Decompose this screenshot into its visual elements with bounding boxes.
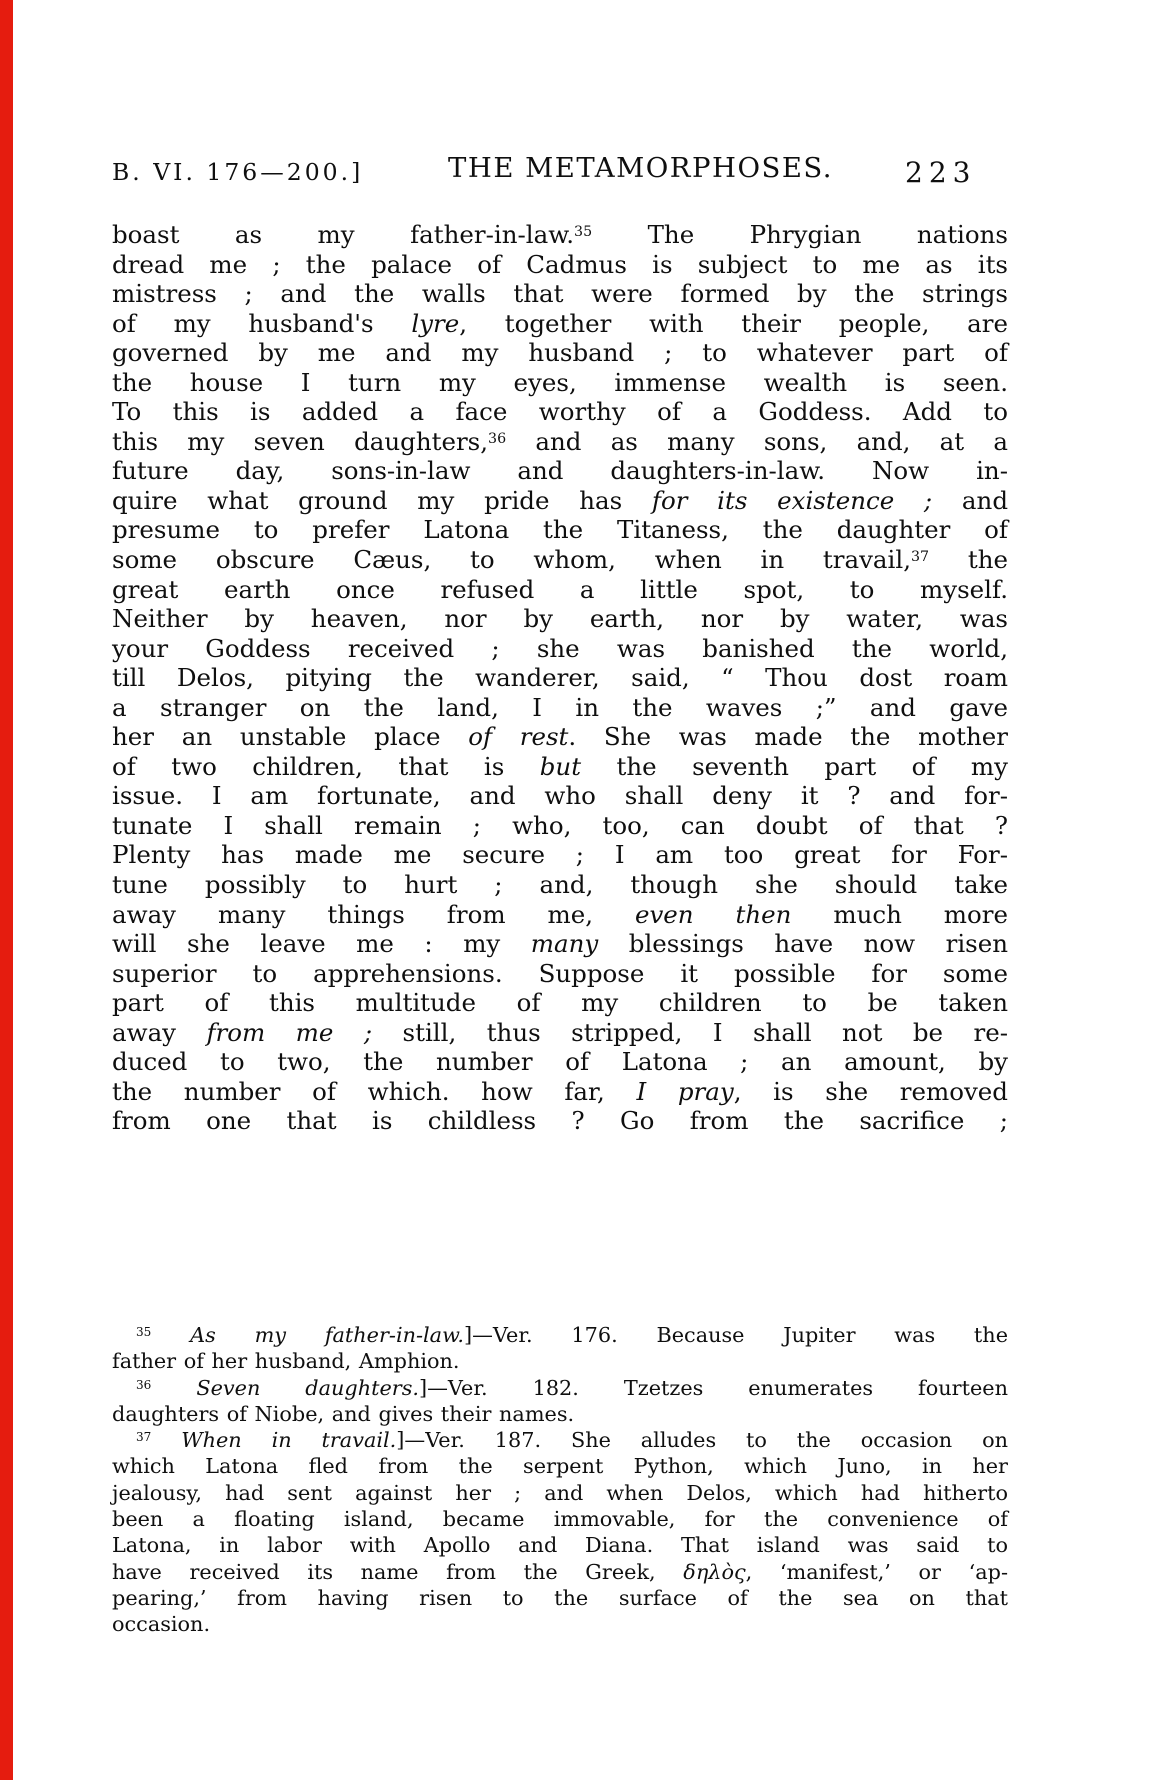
footnote-line: $^{37}$ When in travail.]—Ver. 187. She alludes to the occasion on <box>136 1428 1008 1453</box>
footnotes-block <box>112 1322 1008 1638</box>
body-text-line: the number of which. how far, I pray, is she removed <box>112 1076 1008 1106</box>
header-book-section-ref: B. VI. 176—200.] <box>112 158 364 186</box>
body-text-line: tunate I shall remain ; who, too, can doubt of that ? <box>112 810 1008 840</box>
body-text-line: duced to two, the number of Latona ; an amount, by <box>112 1047 1008 1077</box>
body-text-block <box>112 220 1008 1136</box>
body-text-line: boast as my father-in-law.$^{35}$ The Phrygian nations <box>112 220 1008 249</box>
footnote-line: been a floating island, became immovable, for the convenience of <box>112 1507 1008 1532</box>
footnote-line: which Latona fled from the serpent Python, which Juno, in her <box>112 1454 1008 1479</box>
body-text-line: part of this multitude of my children to be taken <box>112 988 1008 1018</box>
page-header <box>112 150 1008 194</box>
footnote-line: have received its name from the Greek, δηλὸς, ‘manifest,’ or ‘ap- <box>112 1559 1008 1584</box>
body-text-line: future day, sons-in-law and daughters-in-law. Now in- <box>112 456 1008 486</box>
body-text-line: will she leave me : my many blessings have now risen <box>112 929 1009 959</box>
body-text-line: the house I turn my eyes, immense wealth is seen. <box>112 367 1008 397</box>
footnote-line: father of her husband, Amphion. <box>112 1349 460 1374</box>
body-text-line: governed by me and my husband ; to whatever part of <box>112 338 1008 368</box>
body-text-line: presume to prefer Latona the Titaness, the daughter of <box>112 515 1008 545</box>
footnote-line: occasion. <box>112 1612 211 1637</box>
body-text-line: this my seven daughters,$^{36}$ and as many sons, and, at a <box>112 426 1009 456</box>
footnote-line: Latona, in labor with Apollo and Diana. That island was said to <box>112 1533 1008 1558</box>
body-text-line: a stranger on the land, I in the waves ;” and gave <box>112 692 1008 722</box>
footnote-line: daughters of Niobe, and gives their names. <box>112 1401 575 1426</box>
header-page-number: 223 <box>905 156 977 189</box>
body-text-line: Neither by heaven, nor by earth, nor by water, was <box>112 604 1008 634</box>
footnote-line: $^{35}$ As my father-in-law.]—Ver. 176. Because Jupiter was the <box>136 1323 1008 1347</box>
body-text-line: of two children, that is but the seventh part of my <box>112 751 1008 781</box>
header-running-title: THE METAMORPHOSES. <box>448 152 834 184</box>
body-text-line: Plenty has made me secure ; I am too great for For- <box>112 840 1008 870</box>
body-text-line: some obscure Cæus, to whom, when in travail,$^{37}$ the <box>112 545 1009 575</box>
footnote-line: $^{36}$ Seven daughters.]—Ver. 182. Tzetzes enumerates fourteen <box>136 1375 1008 1400</box>
body-text-line: till Delos, pitying the wanderer, said, “ Thou dost roam <box>112 663 1008 693</box>
body-text-line: mistress ; and the walls that were formed by the strings <box>112 279 1008 309</box>
body-text-line: from one that is childless ? Go from the sacrifice ; <box>112 1106 1008 1136</box>
footnote-line: jealousy, had sent against her ; and when Delos, which had hitherto <box>112 1480 1008 1505</box>
body-text-line: quire what ground my pride has for its existence ; and <box>112 485 1008 515</box>
body-text-line: great earth once refused a little spot, to myself. <box>112 574 1008 604</box>
body-text-line: dread me ; the palace of Cadmus is subject to me as its <box>112 249 1008 279</box>
body-text-line: away many things from me, even then much more <box>112 899 1009 929</box>
scan-red-edge-artifact <box>0 0 13 1780</box>
body-text-line: your Goddess received ; she was banished the world, <box>112 633 1008 663</box>
body-text-line: away from me ; still, thus stripped, I shall not be re- <box>112 1017 1008 1047</box>
body-text-line: To this is added a face worthy of a Goddess. Add to <box>112 397 1008 427</box>
body-text-line: superior to apprehensions. Suppose it possible for some <box>112 958 1008 988</box>
body-text-line: of my husband's lyre, together with their people, are <box>112 308 1009 338</box>
body-text-line: her an unstable place of rest. She was made the mother <box>112 722 1008 752</box>
body-text-line: issue. I am fortunate, and who shall deny it ? and for- <box>112 781 1008 811</box>
footnote-line: pearing,’ from having risen to the surface of the sea on that <box>112 1585 1008 1610</box>
body-text-line: tune possibly to hurt ; and, though she should take <box>112 870 1008 900</box>
